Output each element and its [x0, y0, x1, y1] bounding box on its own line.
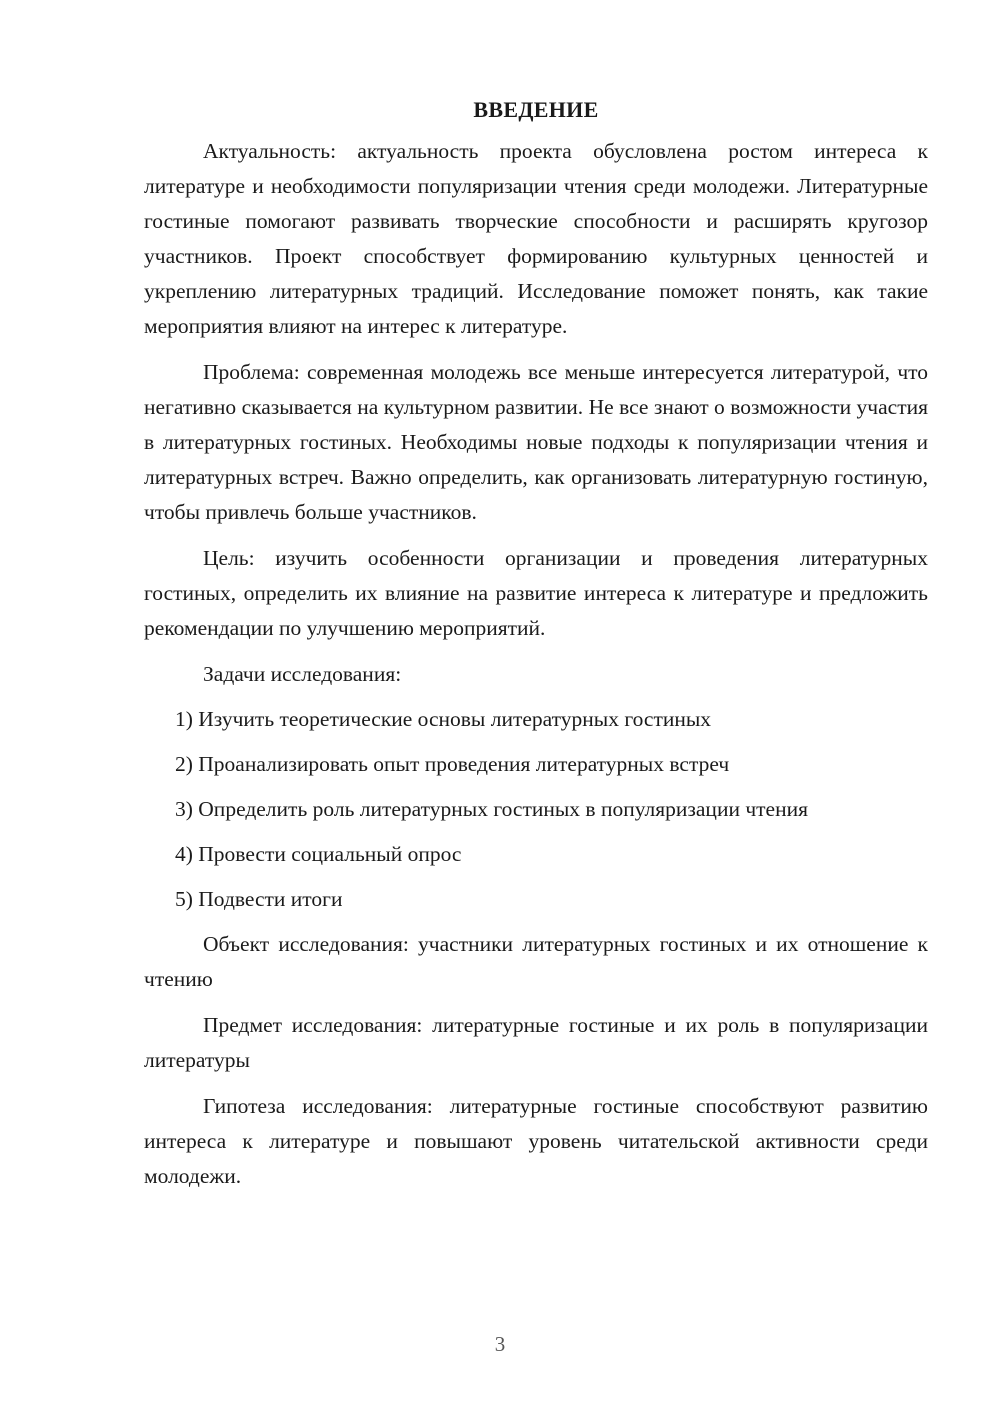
research-subject-paragraph: Предмет исследования: литературные гостиные и их роль в популяризации литературы: [144, 1013, 928, 1072]
hypothesis-paragraph: Гипотеза исследования: литературные гостиные способствуют развитию интереса к литературе и повышают уровень читательской активности среди молодежи.: [144, 1094, 928, 1188]
task-item: 1) Изучить теоретические основы литературных гостиных: [175, 707, 712, 731]
problem-paragraph: Проблема: современная молодежь все меньше интересуется литературой, что негативно сказывается на культурном развитии. Не все знают о возможности участия в литературных гостиных. Необходимы новые подходы к популяризации чтения и литературных встреч. Важно определить, как организовать литературную гостиную, чтобы привлечь больше участников.: [144, 360, 928, 524]
page-title: ВВЕДЕНИЕ: [473, 97, 599, 122]
relevance-paragraph: Актуальность: актуальность проекта обусловлена ростом интереса к литературе и необходимости популяризации чтения среди молодежи. Литературные гостиные помогают развивать творческие способности и расширять кругозор участников. Проект способствует формированию культурных ценностей и укреплению литературных традиций. Исследование поможет понять, как такие мероприятия влияют на интерес к литературе.: [144, 139, 928, 338]
task-item: 3) Определить роль литературных гостиных в популяризации чтения: [175, 797, 808, 821]
task-list: [144, 702, 928, 917]
tasks-heading: Задачи исследования:: [203, 662, 402, 686]
task-item: 2) Проанализировать опыт проведения литературных встреч: [175, 752, 730, 776]
page-number: 3: [494, 1332, 506, 1356]
research-object-paragraph: Объект исследования: участники литературных гостиных и их отношение к чтению: [144, 932, 928, 991]
task-item: 5) Подвести итоги: [175, 887, 343, 911]
document-page: [144, 90, 928, 1205]
goal-paragraph: Цель: изучить особенности организации и проведения литературных гостиных, определить их влияние на развитие интереса к литературе и предложить рекомендации по улучшению мероприятий.: [144, 546, 928, 640]
task-item: 4) Провести социальный опрос: [175, 842, 462, 866]
